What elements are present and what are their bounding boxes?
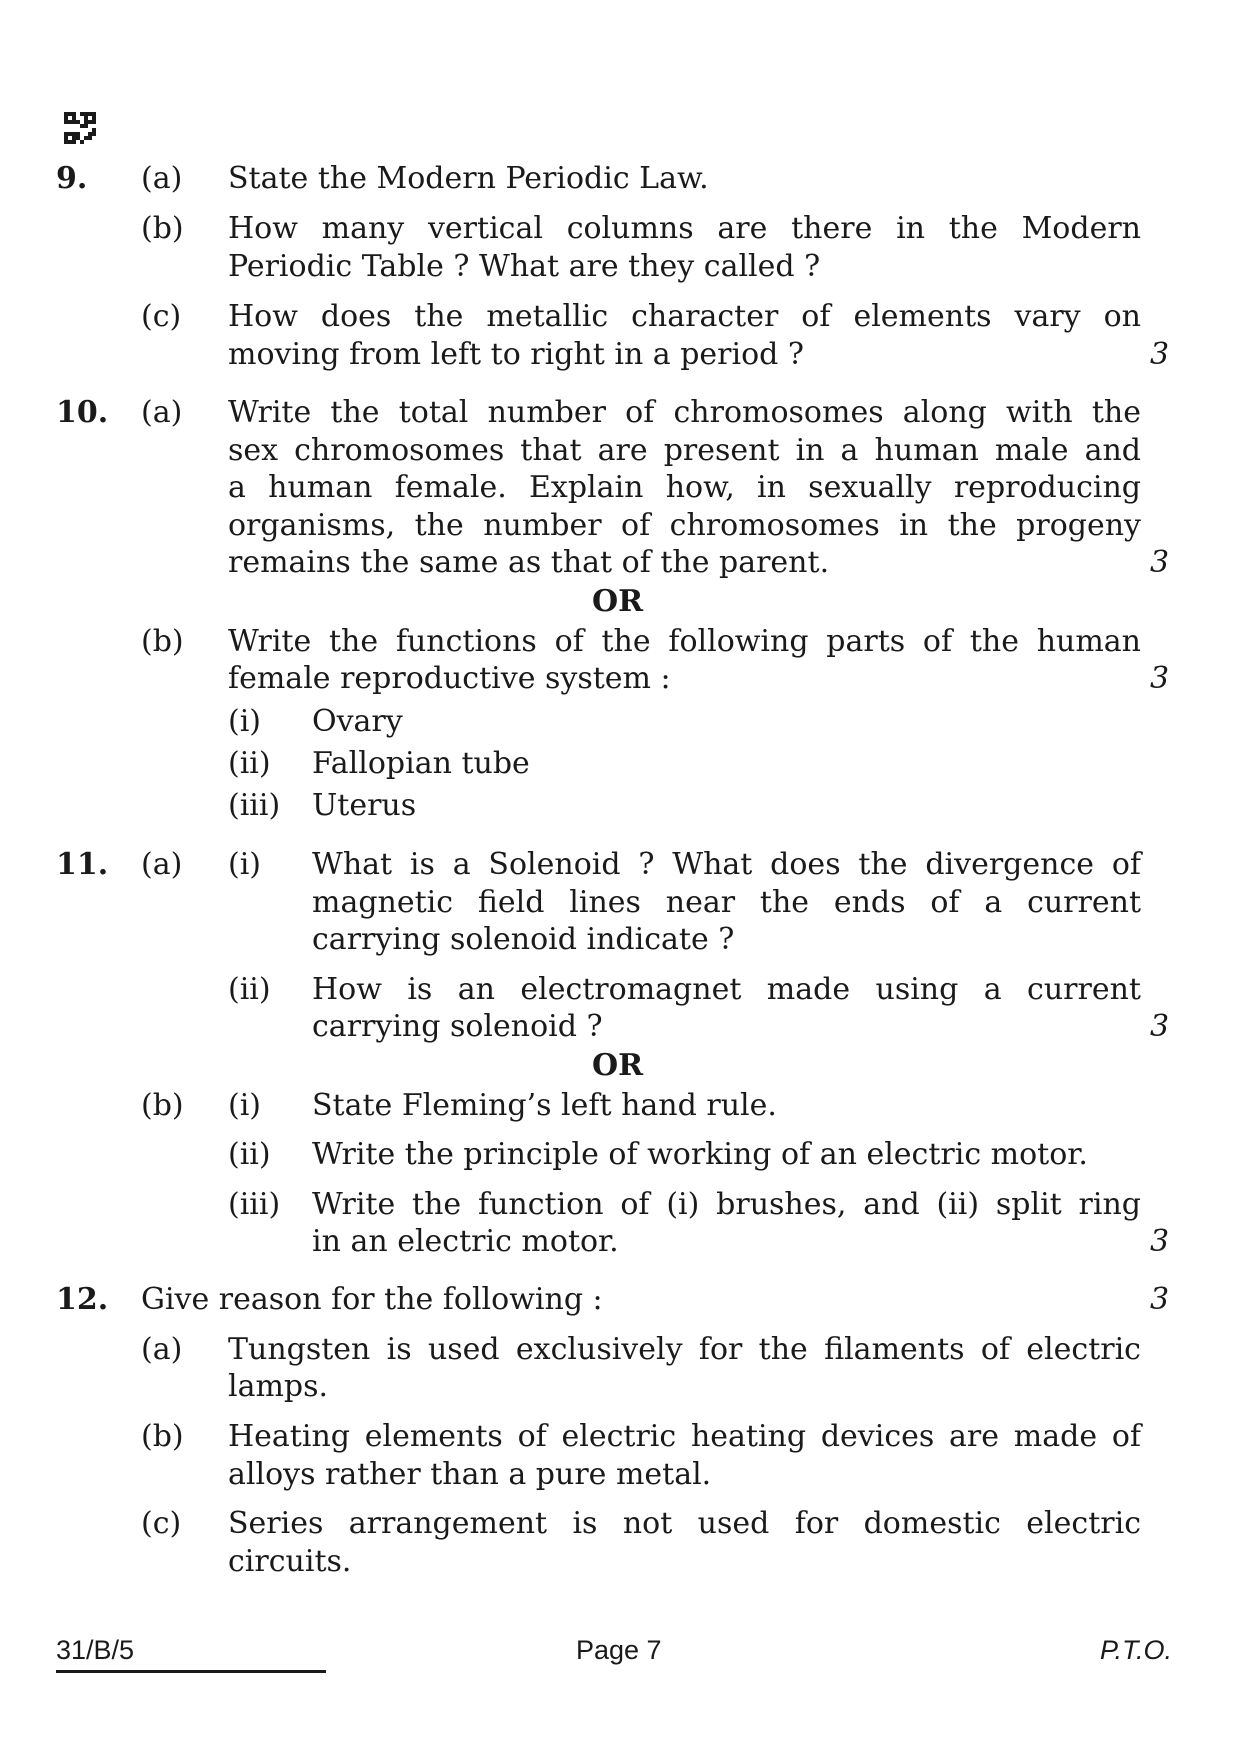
q10-b-line-2: female reproductive system : [228, 661, 671, 696]
q9-b-line-2: Periodic Table ? What are they called ? [228, 249, 821, 284]
q12-b-label: (b) [141, 1419, 184, 1454]
q9-marks: 3 [1150, 337, 1170, 372]
question-number-10: 10. [56, 395, 109, 430]
q12-c-line-2: circuits. [228, 1544, 352, 1579]
q11-a-i-label: (i) [228, 847, 262, 882]
qr-code-icon [64, 112, 96, 144]
q12-marks: 3 [1150, 1282, 1170, 1317]
q12-a-line-1: Tungsten is used exclusively for the filaments of electric [228, 1332, 1141, 1367]
q10-a-line-1: Write the total number of chromosomes along with the [228, 395, 1141, 430]
q9-c-line-1: How does the metallic character of elements vary on [228, 299, 1141, 334]
question-number-9: 9. [56, 161, 88, 196]
q12-b-line-1: Heating elements of electric heating devices are made of [228, 1419, 1141, 1454]
q11-b-i-label: (i) [228, 1088, 262, 1123]
q11-a-marks: 3 [1150, 1009, 1170, 1044]
q10-a-label: (a) [141, 395, 183, 430]
q12-a-label: (a) [141, 1332, 183, 1367]
q11-a-i-line-1: What is a Solenoid ? What does the divergence of [312, 847, 1141, 882]
q10-b-item-2-text: Fallopian tube [312, 746, 530, 781]
q10-a-line-2: sex chromosomes that are present in a human male and [228, 433, 1141, 468]
page-number: Page 7 [576, 1635, 662, 1665]
q10-b-item-3-text: Uterus [312, 788, 417, 823]
q11-or-divider: OR [592, 1048, 644, 1083]
q10-a-line-5: remains the same as that of the parent. [228, 545, 830, 580]
question-number-11: 11. [56, 847, 109, 882]
q10-a-line-4: organisms, the number of chromosomes in the progeny [228, 508, 1141, 543]
q10-b-line-1: Write the functions of the following parts of the human [228, 624, 1141, 659]
q10-or-divider: OR [592, 584, 644, 619]
q11-b-iii-line-1: Write the function of (i) brushes, and (ii) split ring [312, 1187, 1141, 1222]
paper-code: 31/B/5 [56, 1635, 135, 1665]
q9-c-label: (c) [141, 299, 182, 334]
q9-a-label: (a) [141, 161, 183, 196]
q12-c-line-1: Series arrangement is not used for domestic electric [228, 1506, 1141, 1541]
q9-b-line-1: How many vertical columns are there in the Modern [228, 211, 1141, 246]
q11-b-ii-label: (ii) [228, 1137, 271, 1172]
q10-b-item-1-text: Ovary [312, 704, 403, 739]
pto-label: P.T.O. [1100, 1635, 1173, 1665]
q10-b-marks: 3 [1150, 661, 1170, 696]
q11-b-ii-line-1: Write the principle of working of an electric motor. [312, 1137, 1088, 1172]
q10-b-item-3-label: (iii) [228, 788, 281, 823]
q11-a-ii-line-2: carrying solenoid ? [312, 1009, 603, 1044]
q10-a-line-3: a human female. Explain how, in sexually reproducing [228, 470, 1141, 505]
q11-a-i-line-3: carrying solenoid indicate ? [312, 922, 735, 957]
q12-b-line-2: alloys rather than a pure metal. [228, 1457, 712, 1492]
q11-b-marks: 3 [1150, 1224, 1170, 1259]
q12-intro: Give reason for the following : [141, 1282, 603, 1317]
q10-b-item-2-label: (ii) [228, 746, 271, 781]
q10-a-marks: 3 [1150, 545, 1170, 580]
q10-b-label: (b) [141, 624, 184, 659]
q9-b-label: (b) [141, 211, 184, 246]
q11-b-iii-label: (iii) [228, 1187, 281, 1222]
q11-a-label: (a) [141, 847, 183, 882]
q11-a-ii-line-1: How is an electromagnet made using a current [312, 972, 1141, 1007]
q11-a-i-line-2: magnetic field lines near the ends of a current [312, 885, 1141, 920]
q10-b-item-1-label: (i) [228, 704, 262, 739]
footer-underline [56, 1670, 326, 1673]
q11-b-i-line-1: State Fleming’s left hand rule. [312, 1088, 777, 1123]
q9-c-line-2: moving from left to right in a period ? [228, 337, 805, 372]
q11-b-iii-line-2: in an electric motor. [312, 1224, 619, 1259]
q12-a-line-2: lamps. [228, 1369, 329, 1404]
q11-a-ii-label: (ii) [228, 972, 271, 1007]
q12-c-label: (c) [141, 1506, 182, 1541]
question-number-12: 12. [56, 1282, 109, 1317]
q11-b-label: (b) [141, 1088, 184, 1123]
q9-a-line-1: State the Modern Periodic Law. [228, 161, 709, 196]
